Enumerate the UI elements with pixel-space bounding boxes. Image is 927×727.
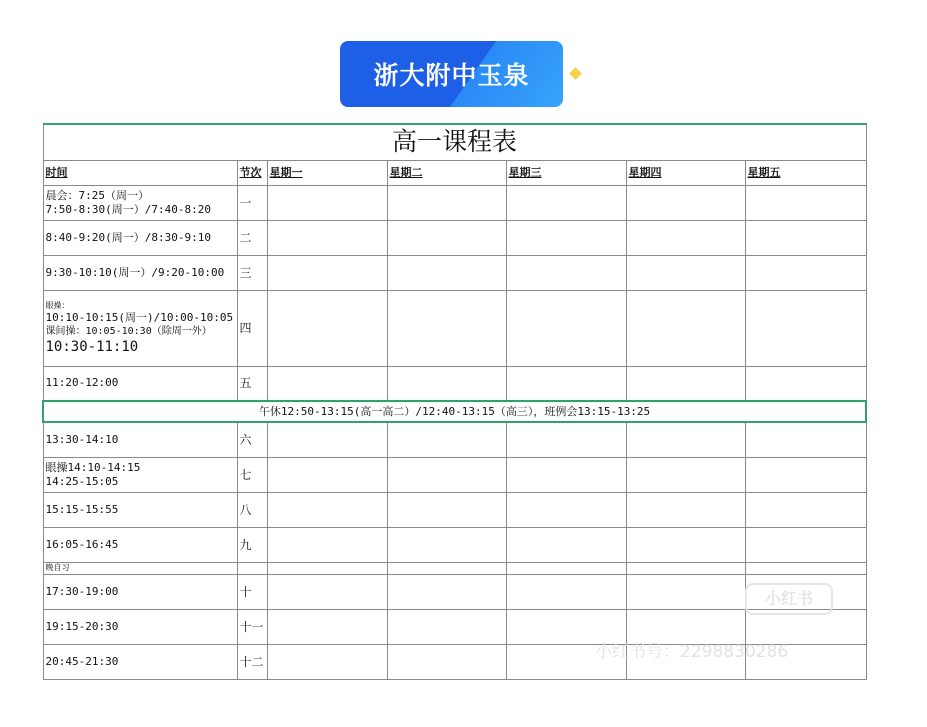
table-row xyxy=(43,527,866,562)
diamond-decoration-icon xyxy=(569,67,582,80)
table-row xyxy=(43,457,866,492)
watermark-badge: 小红书 xyxy=(745,583,833,615)
class-cell[interactable] xyxy=(267,220,387,255)
class-cell[interactable] xyxy=(387,255,506,290)
table-row xyxy=(43,492,866,527)
class-cell[interactable] xyxy=(626,574,745,609)
evening-label: 晚自习 xyxy=(43,562,237,574)
period-number: 十二 xyxy=(237,644,267,679)
class-cell[interactable] xyxy=(626,255,745,290)
watermark-id: 小红书号：2298830286 xyxy=(595,642,789,662)
table-row xyxy=(43,185,866,220)
class-cell[interactable] xyxy=(267,574,387,609)
time-cell: 16:05-16:45 xyxy=(43,527,237,562)
class-cell[interactable] xyxy=(745,492,866,527)
class-cell[interactable] xyxy=(506,220,626,255)
period-number: 一 xyxy=(237,185,267,220)
timetable xyxy=(42,123,867,680)
time-cell: 19:15-20:30 xyxy=(43,609,237,644)
class-cell[interactable] xyxy=(267,457,387,492)
class-cell[interactable] xyxy=(506,366,626,401)
time-cell: 20:45-21:30 xyxy=(43,644,237,679)
period-number: 七 xyxy=(237,457,267,492)
class-cell[interactable] xyxy=(626,290,745,366)
header-thursday: 星期四 xyxy=(626,160,745,185)
time-cell: 9:30-10:10(周一）/9:20-10:00 xyxy=(43,255,237,290)
header-monday: 星期一 xyxy=(267,160,387,185)
class-cell[interactable] xyxy=(267,185,387,220)
class-cell[interactable] xyxy=(387,457,506,492)
class-cell[interactable] xyxy=(506,492,626,527)
class-cell[interactable] xyxy=(626,492,745,527)
period-number: 三 xyxy=(237,255,267,290)
class-cell[interactable] xyxy=(626,366,745,401)
class-cell[interactable] xyxy=(267,609,387,644)
header-tuesday: 星期二 xyxy=(387,160,506,185)
period-number: 九 xyxy=(237,527,267,562)
class-cell[interactable] xyxy=(626,527,745,562)
period-number: 五 xyxy=(237,366,267,401)
class-cell[interactable] xyxy=(745,290,866,366)
class-cell[interactable] xyxy=(506,422,626,457)
class-cell[interactable] xyxy=(745,255,866,290)
time-cell: 晨会：7:25（周一） 7:50-8:30(周一）/7:40-8:20 xyxy=(43,185,237,220)
period-number: 八 xyxy=(237,492,267,527)
class-cell[interactable] xyxy=(745,422,866,457)
lunch-note: 午休12:50-13:15(高一高二）/12:40-13:15（高三），班例会13:15-13:25 xyxy=(43,401,866,422)
period-number: 十一 xyxy=(237,609,267,644)
period-number: 六 xyxy=(237,422,267,457)
table-row xyxy=(43,255,866,290)
class-cell[interactable] xyxy=(387,609,506,644)
header-period: 节次 xyxy=(237,160,267,185)
class-cell[interactable] xyxy=(626,220,745,255)
class-cell[interactable] xyxy=(267,644,387,679)
table-row xyxy=(43,290,866,366)
class-cell[interactable] xyxy=(267,527,387,562)
time-cell: 11:20-12:00 xyxy=(43,366,237,401)
class-cell[interactable] xyxy=(745,527,866,562)
timetable-title: 高一课程表 xyxy=(43,124,866,160)
class-cell[interactable] xyxy=(387,644,506,679)
class-cell[interactable] xyxy=(506,255,626,290)
lunch-row xyxy=(43,401,866,422)
class-cell[interactable] xyxy=(506,527,626,562)
class-cell[interactable] xyxy=(506,574,626,609)
class-cell[interactable] xyxy=(267,492,387,527)
class-cell[interactable] xyxy=(626,422,745,457)
period-number: 四 xyxy=(237,290,267,366)
class-cell[interactable] xyxy=(745,366,866,401)
class-cell[interactable] xyxy=(506,457,626,492)
class-cell[interactable] xyxy=(506,290,626,366)
class-cell[interactable] xyxy=(387,290,506,366)
class-cell[interactable] xyxy=(745,457,866,492)
class-cell[interactable] xyxy=(267,290,387,366)
class-cell[interactable] xyxy=(387,527,506,562)
time-cell: 眼操14:10-14:15 14:25-15:05 xyxy=(43,457,237,492)
class-cell[interactable] xyxy=(387,574,506,609)
class-cell[interactable] xyxy=(267,366,387,401)
header-wednesday: 星期三 xyxy=(506,160,626,185)
time-cell: 17:30-19:00 xyxy=(43,574,237,609)
class-cell[interactable] xyxy=(387,492,506,527)
class-cell[interactable] xyxy=(626,457,745,492)
time-cell: 15:15-15:55 xyxy=(43,492,237,527)
school-banner xyxy=(340,41,563,107)
school-name: 浙大附中玉泉 xyxy=(373,61,530,90)
class-cell[interactable] xyxy=(506,185,626,220)
table-row xyxy=(43,366,866,401)
table-row xyxy=(43,422,866,457)
table-row xyxy=(43,574,866,609)
class-cell[interactable] xyxy=(387,220,506,255)
class-cell[interactable] xyxy=(745,220,866,255)
class-cell[interactable] xyxy=(267,255,387,290)
class-cell[interactable] xyxy=(387,185,506,220)
time-cell: 眼操： 10:10-10:15(周一)/10:00-10:05 课间操：10:05-10:30（除周一外） 10:30-11:10 xyxy=(43,290,237,366)
time-cell: 8:40-9:20(周一）/8:30-9:10 xyxy=(43,220,237,255)
timetable-sheet xyxy=(42,123,865,679)
class-cell[interactable] xyxy=(267,422,387,457)
header-time: 时间 xyxy=(43,160,237,185)
period-number: 十 xyxy=(237,574,267,609)
header-row xyxy=(43,160,866,185)
time-cell: 13:30-14:10 xyxy=(43,422,237,457)
class-cell[interactable] xyxy=(387,422,506,457)
class-cell[interactable] xyxy=(626,185,745,220)
class-cell[interactable] xyxy=(387,366,506,401)
period-number: 二 xyxy=(237,220,267,255)
table-row xyxy=(43,220,866,255)
evening-row xyxy=(43,562,866,574)
header-friday: 星期五 xyxy=(745,160,866,185)
class-cell[interactable] xyxy=(745,185,866,220)
